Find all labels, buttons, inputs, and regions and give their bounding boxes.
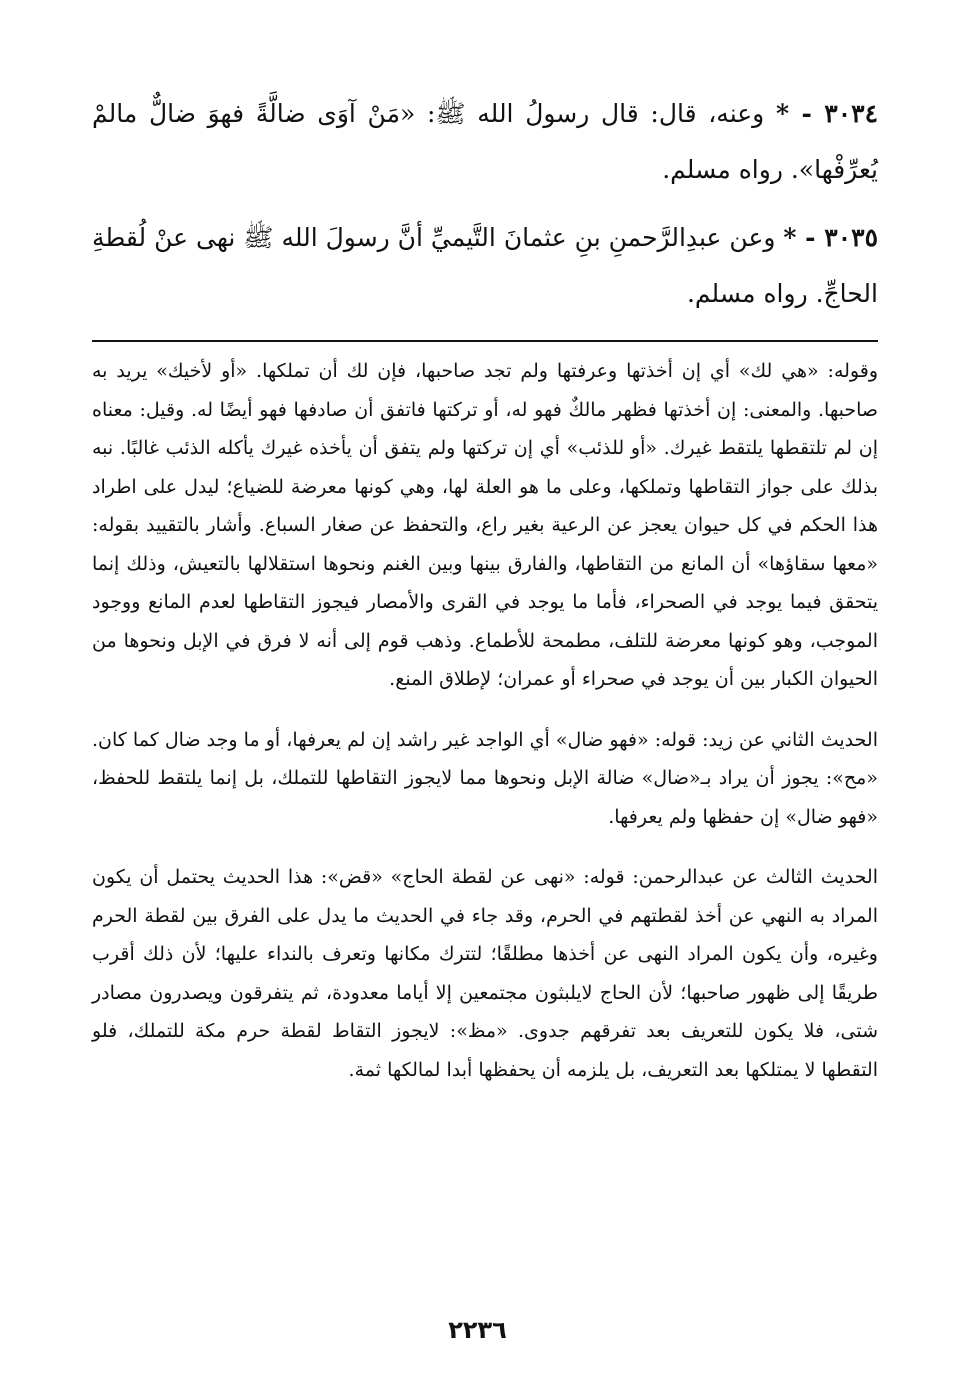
commentary-paragraph-1: وقوله: «هي لك» أي إن أخذتها وعرفتها ولم تجد صاحبها، فإن لك أن تملكها. «أو لأخيك» يريد به صاحبها. والمعنى: إن أخذتها فظهر مالكٌ فهو له، أو تركتها فاتفق أن صادفها فهو أيضًا له. وقيل: معناه إن لم تلتقطها يلتقط غيرك. «أو للذئب» أي إن تركتها ولم يتفق أن يأخذه غيرك يأكله الذئب غالبًا. نبه بذلك على جواز التقاطها وتملكها، وعلى ما هو العلة لها، وهي كونها معرضة للضياع؛ ليدل على اطراد هذا الحكم في كل حيوان يعجز عن الرعية بغير راع، والتحفظ عن صغار السباع. وأشار بالتقييد بقوله: «معها سقاؤها» أن المانع من التقاطها، والفارق بينها وبين الغنم ونحوها استقلالها بالتعيش، وذلك إنما يتحقق فيما يوجد في الصحراء، فأما ما يوجد في القرى والأمصار فيجوز التقاطها لعدم المانع ووجود الموجب، وهو كونها معرضة للتلف، مطمحة للأطماع. وذهب قوم إلى أنه لا فرق في الإبل ونحوها من الحيوان الكبار بين أن يوجد في صحراء أو عمران؛ لإطلاق المنع. <box>92 360 878 690</box>
commentary-paragraph-3: الحديث الثالث عن عبدالرحمن: قوله: «نهى عن لقطة الحاج» «قض»: هذا الحديث يحتمل أن يكون المراد به النهي عن أخذ لقطتهم في الحرم، وقد جاء في الحديث ما يدل على الفرق بين لقطة الحرم وغيره، وأن يكون المراد النهى عن أخذها مطلقًا؛ لتترك مكانها وتعرف بالنداء عليها؛ لأن ذلك أقرب طريقًا إلى ظهور صاحبها؛ لأن الحاج لايلبثون مجتمعين إلا أياما معدودة، ثم يتفرقون ويصدرون مصادر شتى، فلا يكون للتعريف بعد تفرقهم جدوى. «مظ»: لايجوز التقاط لقطة حرم مكة للتملك، فلو التقطها لا يمتلكها بعد التعريف، بل يلزمه أن يحفظها أبدا لمالكها ثمة. <box>92 866 878 1081</box>
separator-line <box>92 340 878 342</box>
hadith-number: ٣٠٣٥ - * <box>783 223 878 252</box>
hadith-text: وعنه، قال: قال رسولُ الله ﷺ: «مَنْ آوَى ضالَّةً فهوَ ضالٌّ مالمْ يُعرِّفْها». رواه مسلم. <box>92 99 878 184</box>
page-content <box>92 86 878 1111</box>
hadith-3034 <box>92 86 878 198</box>
hadith-3035 <box>92 210 878 322</box>
commentary-paragraph-2: الحديث الثاني عن زيد: قوله: «فهو ضال» أي الواجد غير راشد إن لم يعرفها، أو ما وجد ضال كما كان. «مح»: يجوز أن يراد بـ«ضال» ضالة الإبل ونحوها مما لايجوز التقاطها للتملك، بل إنما يلتقط للحفظ، «فهو ضال» إن حفظها ولم يعرفها. <box>92 728 878 828</box>
page-number: ٢٢٣٦ <box>448 1316 507 1344</box>
hadith-number: ٣٠٣٤ - * <box>775 99 878 128</box>
hadith-text: وعن عبدِالرَّحمنِ بنِ عثمانَ التَّيميِّ أنَّ رسولَ الله ﷺ نهى عنْ لُقطةِ الحاجِّ. رواه مسلم. <box>92 223 878 308</box>
